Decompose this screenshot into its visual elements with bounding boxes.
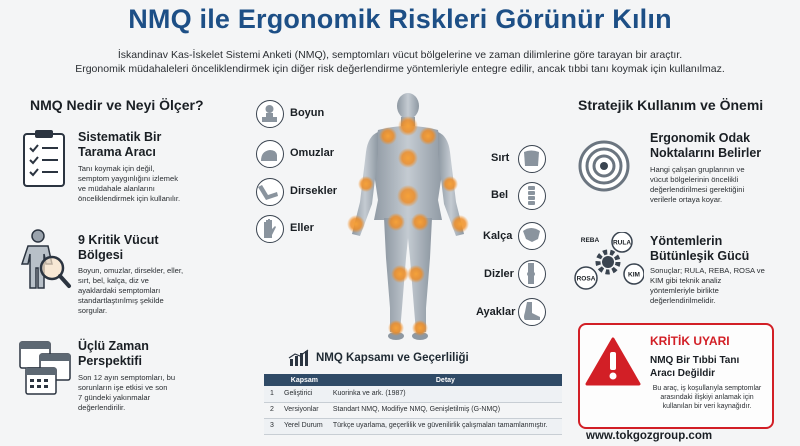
right-section-heading: Stratejik Kullanım ve Önemi — [578, 97, 764, 113]
table-cell-scope: Geliştirici — [280, 386, 329, 402]
table-cell-num: 1 — [264, 386, 280, 402]
website-link[interactable]: www.tokgozgroup.com — [586, 430, 713, 442]
table-cell-scope: Versiyonlar — [280, 402, 329, 418]
card-text-screening: Tanı koymak için değil, semptom yaygınlığını izlemek ve müdahale alanlarını önceliklendirmek için kullanılır. — [78, 164, 181, 203]
subtitle-line-2: Ergonomik müdahaleleri önceliklendirmek için diğer risk değerlendirme yöntemleriyle entegre edilir, ancak tıbbi tanı koymak için kullanılmaz. — [75, 63, 725, 75]
body-part-label-hands: Eller — [290, 222, 314, 234]
table-header-detail: Detay — [329, 374, 562, 386]
card-text-focus-points: Hangi çalışan gruplarının ve vücut bölgelerinin öncelikli değerlendirilmesi gerektiğini verilerle ortaya koyar. — [650, 165, 745, 204]
upper-back-icon — [518, 145, 546, 173]
left-section-heading: NMQ Nedir ve Neyi Ölçer? — [30, 97, 204, 113]
table-header-num — [264, 374, 280, 386]
table-row — [264, 386, 562, 402]
body-part-label-elbows: Dirsekler — [290, 185, 338, 197]
table-cell-num: 2 — [264, 402, 280, 418]
card-title-screening: Sistematik Bir Tarama Aracı — [78, 130, 162, 159]
table-header-scope: Kapsam — [280, 374, 329, 386]
body-part-label-neck: Boyun — [290, 107, 325, 119]
gear-label-rosa: ROSA — [576, 275, 596, 283]
table-cell-scope: Yerel Durum — [280, 418, 329, 434]
card-text-body-regions: Boyun, omuzlar, dirsekler, eller, sırt, bel, kalça, diz ve ayaklardaki semptomları standartlaştırılmış şekilde sorgular. — [78, 266, 184, 315]
card-text-methods: Sonuçlar; RULA, REBA, ROSA ve KIM gibi teknik analiz yöntemleriyle birlikte değerlendirilmelidir. — [650, 266, 765, 305]
target-icon — [578, 140, 630, 192]
card-title-body-regions: 9 Kritik Vücut Bölgesi — [78, 233, 159, 262]
page-subtitle — [20, 48, 780, 76]
table-cell-detail: Türkçe uyarlama, geçerlilik ve güvenilirlik çalışmaları tamamlanmıştır. — [329, 418, 562, 434]
knee-icon — [518, 260, 546, 288]
gear-label-reba: REBA — [580, 237, 600, 244]
calendar-icon — [18, 338, 72, 396]
body-part-label-lower-back: Bel — [491, 189, 509, 201]
table-row — [264, 418, 562, 434]
table-header-row — [264, 374, 562, 386]
elbow-icon — [256, 178, 284, 206]
warning-triangle-icon — [584, 336, 642, 388]
body-part-label-upper-back: Sırt — [491, 152, 510, 164]
warning-text: Bu araç, iş koşullarıyla semptomlar arasındaki ilişkiyi anlamak için kullanılan bir veri kaynağıdır. — [652, 385, 762, 410]
table-title: NMQ Kapsamı ve Geçerliliği — [316, 352, 469, 364]
gear-label-kim: KIM — [628, 271, 640, 279]
table-row — [264, 402, 562, 418]
coverage-table — [264, 374, 562, 435]
foot-icon — [518, 298, 546, 326]
card-title-methods: Yöntemlerin Bütünleşik Gücü — [650, 234, 750, 263]
body-part-label-knees: Dizler — [484, 268, 514, 280]
card-title-focus-points: Ergonomik Odak Noktalarını Belirler — [650, 131, 762, 160]
subtitle-line-1: İskandinav Kas-İskelet Sistemi Anketi (NMQ), semptomları vücut bölgelerine ve zaman dilimlerine göre tarayan bir araçtır. — [117, 49, 683, 61]
hip-icon — [518, 222, 546, 250]
gears-icon — [572, 232, 644, 294]
lower-back-icon — [518, 182, 546, 210]
body-part-label-hips: Kalça — [483, 230, 513, 242]
body-part-label-feet: Ayaklar — [476, 306, 516, 318]
table-cell-detail: Kuorinka ve ark. (1987) — [329, 386, 562, 402]
warning-subtitle: NMQ Bir Tıbbi Tanı Aracı Değildir — [650, 355, 740, 379]
gear-label-rula: RULA — [612, 239, 632, 247]
hand-icon — [256, 215, 284, 243]
card-title-time: Üçlü Zaman Perspektifi — [78, 339, 149, 368]
human-body-figure — [328, 92, 488, 344]
warning-title: KRİTİK UYARI — [650, 334, 730, 348]
body-magnifier-icon — [18, 228, 72, 292]
card-text-time: Son 12 ayın semptomları, bu sorunların işe etkisi ve son 7 gündeki yakınmalar değerlendirilir. — [78, 373, 176, 412]
chart-icon — [288, 349, 310, 367]
neck-icon — [256, 100, 284, 128]
clipboard-checklist-icon — [20, 128, 68, 188]
page-title: NMQ ile Ergonomik Riskleri Görünür Kılın — [128, 4, 672, 34]
table-cell-num: 3 — [264, 418, 280, 434]
body-part-label-shoulders: Omuzlar — [290, 147, 335, 159]
table-cell-detail: Standart NMQ, Modifiye NMQ, Genişletilmiş (G-NMQ) — [329, 402, 562, 418]
shoulder-icon — [256, 140, 284, 168]
